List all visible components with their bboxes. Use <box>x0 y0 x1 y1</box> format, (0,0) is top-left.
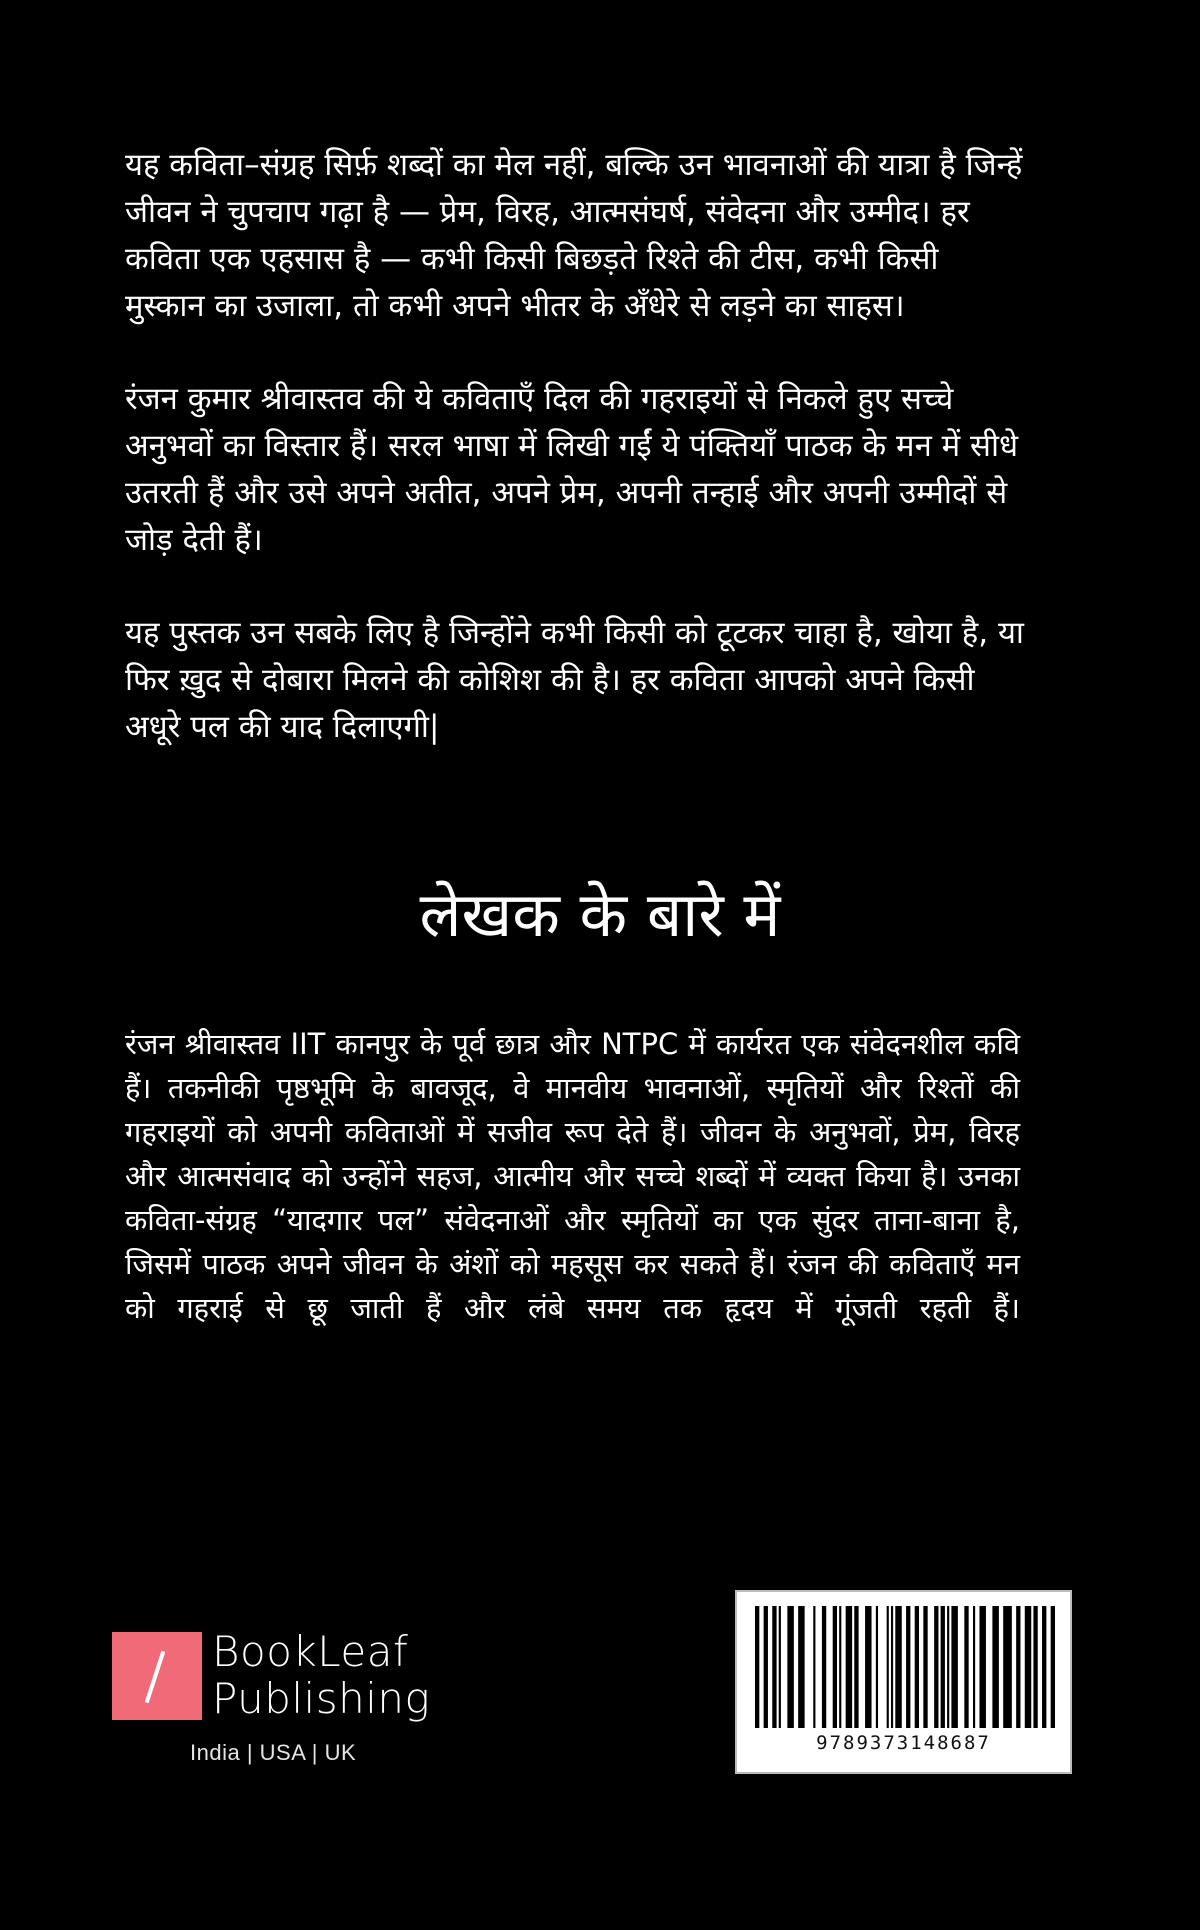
publisher-regions: India | USA | UK <box>190 1740 357 1765</box>
barcode-bars-icon <box>755 1606 1055 1728</box>
publisher-mark-icon <box>112 1632 202 1720</box>
publisher-name <box>212 1628 430 1722</box>
blurb-paragraph-3: यह पुस्तक उन सबके लिए है जिन्होंने कभी किसी को टूटकर चाहा है, खोया है, या फिर ख़ुद से दोबारा मिलने की कोशिश की है। हर कविता आपको अपने किसी अधूरे पल की याद दिलाएगी| <box>125 615 1024 745</box>
publisher-name-line1: BookLeaf <box>212 1627 409 1676</box>
publisher-logo <box>112 1628 452 1778</box>
about-author-heading: लेखक के बारे में <box>419 878 781 951</box>
blurb-paragraph-2: रंजन कुमार श्रीवास्तव की ये कविताएँ दिल की गहराइयों से निकले हुए सच्चे अनुभवों का विस्तार हैं। सरल भाषा में लिखी गईं ये पंक्तियाँ पाठक के मन में सीधे उतरती हैं और उसे अपने अतीत, अपने प्रेम, अपनी तन्हाई और अपनी उम्मीदों से जोड़ देती हैं। <box>125 381 1019 558</box>
about-author-text: रंजन श्रीवास्तव IIT कानपुर के पूर्व छात्र और NTPC में कार्यरत एक संवेदनशील कवि हैं। तकनीकी पृष्ठभूमि के बावजूद, वे मानवीय भावनाओं, स्मृतियों और रिश्तों की गहराइयों को अपनी कविताओं में सजीव रूप देते हैं। जीवन के अनुभवों, प्रेम, विरह और आत्मसंवाद को उन्होंने सहज, आत्मीय और सच्चे शब्दों में व्यक्त किया है। उनका कविता-संग्रह “यादगार पल” संवेदनाओं और स्मृतियों का एक सुंदर ताना-बाना है, जिसमें पाठक अपने जीवन के अंशों को महसूस कर सकते हैं। रंजन की कविताएँ मन को गहराई से छू जाती हैं और लंबे समय तक हृदय में गूंजती रहती हैं। <box>125 1027 1020 1325</box>
blurb-paragraph-1: यह कविता–संग्रह सिर्फ़ शब्दों का मेल नहीं, बल्कि उन भावनाओं की यात्रा है जिन्हें जीवन ने चुपचाप गढ़ा है — प्रेम, विरह, आत्मसंघर्ष, संवेदना और उम्मीद। हर कविता एक एहसास है — कभी किसी बिछड़ते रिश्ते की टीस, कभी किसी मुस्कान का उजाला, तो कभी अपने भीतर के अँधेरे से लड़ने का साहस। <box>125 147 1023 324</box>
isbn-number: 9789373148687 <box>816 1732 991 1754</box>
blurb <box>125 142 1025 797</box>
isbn-barcode <box>735 1590 1072 1774</box>
publisher-name-line2: Publishing <box>212 1674 431 1723</box>
